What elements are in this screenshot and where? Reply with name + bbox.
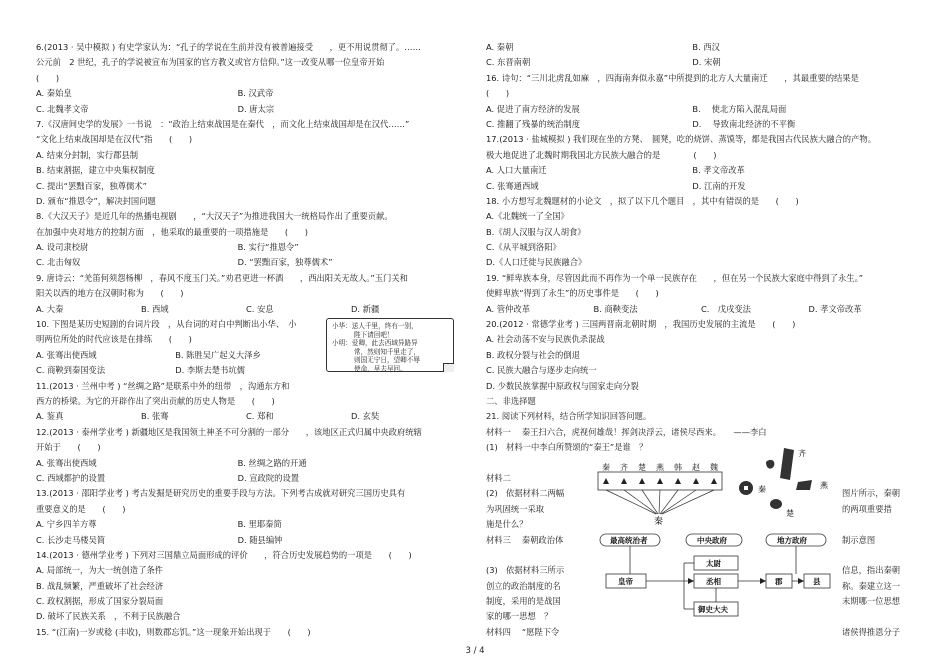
- q9-option-a[interactable]: A. 大秦: [36, 303, 64, 314]
- q10-dialogue-box: [326, 318, 454, 372]
- q16-option-a[interactable]: A. 促进了南方经济的发展: [486, 103, 580, 114]
- q9-line-1: 9. 唐诗云：“羌笛何须怨杨柳 ，春风不度玉门关。”劝君更进一杯酒 ，西出阳关无故人。”玉门关和: [36, 272, 408, 283]
- q11-line-1: 11.(2013 · 兰州中考 ) “丝绸之路”是联系中外的纽带 ，沟通东方和: [36, 380, 290, 391]
- q21-2c-text: 施是什么？: [486, 519, 528, 530]
- q13-option-b[interactable]: B. 里耶秦简: [237, 519, 282, 530]
- q17-line-1: 17.(2013 · 盐城模拟 ) 我们现在坐的方凳、 圆凳，吃的烧饼、蒸馍等，都是我国古代民族大融合的产物。: [486, 134, 876, 145]
- q7-option-c[interactable]: C. 提出“罢黜百家，独尊儒术”: [36, 180, 147, 191]
- q18-option-b[interactable]: B.《胡人汉服与汉人胡食》: [486, 226, 586, 237]
- q17-options-row-2: [486, 179, 916, 194]
- coin-char-qi: 齐: [798, 449, 806, 458]
- material-4-text: 材料四 “愿陛下令: [486, 626, 560, 637]
- knife-coin-icon: [780, 448, 794, 480]
- material-1: 材料一 秦王扫六合，虎视何雄哉！挥剑决浮云，诸侯尽西来。 ——李白: [486, 426, 767, 437]
- yushi-label: 御史大夫: [698, 605, 728, 614]
- q10-line-2: 明两位所处的时代应该是在排练 ( ): [36, 334, 192, 345]
- q21-2b-text: 为巩固统一采取: [486, 503, 545, 514]
- q9-line-2: 阳关以西的地方在汉朝时称为 ( ): [36, 288, 184, 299]
- q7-option-a[interactable]: A. 结束分封制，实行郡县制: [36, 149, 139, 160]
- q7-option-d[interactable]: D. 颁布“推恩令”，解决封国问题: [36, 195, 156, 206]
- q20-option-c[interactable]: C. 民族大融合与逐步走向统一: [486, 365, 597, 376]
- q21-2a-text: (2) 依据材料二两幅: [486, 488, 565, 499]
- material-3-tail: 制示意图: [842, 534, 876, 545]
- q9-option-c[interactable]: C. 安息: [246, 303, 274, 314]
- q10-option-d[interactable]: D. 李斯去楚书坑儒: [175, 365, 245, 376]
- q17-line-2: 极大地促进了北魏时期我国北方民族大融合的是 ( ): [486, 149, 717, 160]
- q13-options-row-1: [36, 517, 456, 532]
- qin-political-system-diagram: [598, 532, 836, 642]
- q6-line-3: ( ): [36, 72, 60, 83]
- q8-options-row-1: [36, 240, 456, 255]
- dialog-line-3: 小明：爱卿，此去西域异路异: [332, 339, 418, 348]
- material-3-text: 材料三 秦朝政治体: [486, 534, 564, 545]
- q10-option-b[interactable]: B. 陈胜吴广起义大泽乡: [175, 349, 261, 360]
- q21-3c-text: 制度，采用的是战国: [486, 596, 561, 607]
- q15-option-a[interactable]: A. 秦朝: [486, 42, 514, 52]
- q21-2a-tail: 图片所示，秦朝: [842, 488, 901, 499]
- q15-options-row-1: [486, 40, 916, 55]
- q16-options-row-2: [486, 117, 916, 132]
- q12-option-c[interactable]: C. 西域都护的设置: [36, 472, 106, 483]
- q12-line-1: 12.(2013 · 泰州学业考 ) 新疆地区是我国领土神圣不可分割的一部分 ，该地区正式归属中央政府统辖: [36, 426, 422, 437]
- q7-line-1: 7.《汉唐间史学的发展》一书说 ：“政治上结束战国是在秦代 ，而文化上结束战国却是在汉代……”: [36, 118, 410, 129]
- page-number: 3 / 4: [465, 646, 485, 656]
- dialog-line-5: 则国无宁日，望卿不辱: [354, 356, 420, 365]
- state-char-qin: 秦: [602, 463, 610, 472]
- q19-options: [486, 302, 916, 317]
- q21-3a-tail: 信息，指出秦朝: [842, 565, 901, 576]
- q8-option-a[interactable]: A. 设司隶校尉: [36, 242, 89, 253]
- coin-char-yan: 燕: [820, 481, 828, 490]
- center-char-qin: 秦: [654, 517, 664, 526]
- q11-option-b[interactable]: B. 张骞: [141, 411, 169, 422]
- q14-line-1: 14.(2013 · 德州学业考 ) 下列对三国鼎立局面形成的评价 ，符合历史发展趋势的一项是 ( ): [36, 549, 412, 560]
- q16-line-2: ( ): [486, 88, 510, 99]
- q13-option-c[interactable]: C. 长沙走马楼吴简: [36, 534, 106, 545]
- q21-part-1: (1) 材料一中李白所赞颂的“秦王”是谁 ？: [486, 442, 648, 453]
- q14-option-d[interactable]: D. 破坏了民族关系 ，不利于民族融合: [36, 611, 181, 622]
- q20-option-d[interactable]: D. 少数民族掌握中原政权与国家走向分裂: [486, 380, 639, 391]
- q16-options-row-1: [486, 102, 916, 117]
- q13-line-2: 重要意义的是 ( ): [36, 503, 126, 514]
- q8-option-b[interactable]: B. 实行“推恩令”: [237, 242, 299, 253]
- dialog-line-2: 陛下请回吧！: [354, 330, 394, 339]
- scroll-fold-icon: [443, 363, 454, 372]
- q20-line-1: 20.(2012 · 常德学业考 ) 三国两晋南北朝时期 ，我国历史发展的主流是 ( ): [486, 319, 796, 330]
- q10-line-1: 10. 下图是某历史短剧的台词片段 ，从台词的对白中判断出小华、 小: [36, 319, 297, 330]
- q18-option-a[interactable]: A.《北魏统一了全国》: [486, 211, 569, 222]
- q13-option-a[interactable]: A. 宁乡四羊方尊: [36, 519, 97, 530]
- q7-line-2: “文化上结束战国却是在汉代”指 ( ): [36, 134, 193, 145]
- currency-figure: [736, 444, 836, 524]
- bridge-coin-icon: [796, 480, 812, 490]
- q15-line-1: 15. “(江南)一岁或稔 (丰收)，则数郡忘饥。”这一现象开始出现于 ( ): [36, 626, 311, 637]
- dialog-line-4: 常，然则知千里走了，: [354, 347, 420, 356]
- q9-option-d[interactable]: D. 新疆: [351, 303, 380, 314]
- q19-option-c[interactable]: C. 戊戌变法: [701, 303, 751, 314]
- coin-char-qin: 秦: [758, 485, 766, 494]
- q21-3b-tail: 称。秦建立这一: [842, 580, 901, 591]
- q6-option-b[interactable]: B. 汉武帝: [237, 88, 274, 99]
- state-char-wei: 魏: [710, 463, 718, 472]
- q18-option-c[interactable]: C.《从平城到洛阳》: [486, 242, 561, 253]
- q15-option-b[interactable]: B. 西汉: [692, 42, 720, 52]
- q16-line-1: 16. 诗句：“三川北虏乱如麻 ，四海南奔似永嘉”中所提到的北方人大量南迁 ，其最重要的结果是: [486, 72, 859, 83]
- q8-line-1: 8.《大汉天子》是近几年的热播电视剧 ，“大汉天子”为推进我国大一统格局作出了重要贡献。: [36, 211, 393, 222]
- ant-nose-coin-icon: [770, 499, 782, 509]
- taiwei-label: 太尉: [706, 559, 721, 568]
- xian-label: 县: [813, 577, 821, 586]
- q17-option-c[interactable]: C. 张骞通西域: [486, 180, 539, 191]
- state-char-chu: 楚: [638, 463, 646, 472]
- q8-option-d[interactable]: D. “罢黜百家，独尊儒术”: [237, 257, 333, 268]
- q21-3c-tail: 末期哪一位思想: [842, 596, 901, 607]
- q10-option-c[interactable]: C. 商鞅到秦国变法: [36, 365, 106, 376]
- q11-option-c[interactable]: C. 郑和: [246, 411, 274, 422]
- q17-options-row-1: [486, 163, 916, 178]
- state-char-zhao: 赵: [692, 463, 700, 472]
- q17-option-a[interactable]: A. 人口大量南迁: [486, 165, 547, 176]
- q14-option-c[interactable]: C. 政权割据，形成了国家分裂局面: [36, 596, 164, 607]
- q19-option-a[interactable]: A. 管仲改革: [486, 303, 530, 314]
- q6-option-d[interactable]: D. 唐太宗: [237, 103, 275, 114]
- q6-options-row-2: [36, 102, 456, 117]
- q12-line-2: 开始于 ( ): [36, 442, 101, 453]
- q19-option-b[interactable]: B. 商鞅变法: [593, 303, 638, 314]
- q18-line-1: 18. 小方想写北魏题材的小论文 ，拟了以下几个题目 ，其中有错误的是 ( ): [486, 195, 799, 206]
- local-gov-label: 地方政府: [777, 536, 807, 545]
- q11-options: [36, 409, 456, 424]
- q11-line-2: 西方的桥梁。为它的开辟作出了突出贡献的历史人物是 ( ): [36, 395, 275, 406]
- q21-2b-tail: 的两项重要措: [842, 503, 892, 514]
- dialog-line-6: 使命，早去早回。: [354, 364, 407, 373]
- q10-options-row-1: [36, 348, 326, 363]
- q14-option-b[interactable]: B. 战乱频繁，严重破坏了社会经济: [36, 580, 164, 591]
- q11-option-d[interactable]: D. 玄奘: [351, 411, 380, 422]
- q6-option-a[interactable]: A. 秦始皇: [36, 88, 72, 99]
- q16-option-b[interactable]: B. 使北方陷入混乱局面: [692, 103, 787, 114]
- q15-options-row-2: [486, 55, 916, 70]
- q16-option-d[interactable]: D. 导致南北经济的不平衡: [692, 118, 796, 129]
- q13-options-row-2: [36, 533, 456, 548]
- q6-option-c[interactable]: C. 北魏孝文帝: [36, 103, 89, 114]
- q10-options-row-2: [36, 363, 326, 378]
- material-4-tail: 诸侯得推恩分子: [842, 626, 901, 637]
- q9-option-b[interactable]: B. 西域: [141, 303, 169, 314]
- q12-option-a[interactable]: A. 张骞出使西域: [36, 457, 97, 468]
- q17-option-b[interactable]: B. 孝文帝改革: [692, 165, 745, 176]
- q12-options-row-1: [36, 456, 456, 471]
- central-gov-label: 中央政府: [697, 536, 727, 545]
- emperor-label: 皇帝: [618, 577, 633, 586]
- q15-option-c[interactable]: C. 东晋南朝: [486, 57, 531, 68]
- state-char-han: 韩: [674, 463, 682, 472]
- q19-option-d[interactable]: D. 孝文帝改革: [808, 303, 862, 314]
- q11-option-a[interactable]: A. 鉴真: [36, 411, 64, 422]
- q14-option-a[interactable]: A. 局部统一，为大一统创造了条件: [36, 565, 163, 576]
- q17-option-d[interactable]: D. 江南的开发: [692, 180, 746, 191]
- q21-3a-text: (3) 依据材料三所示: [486, 565, 565, 576]
- section-title: 二、非选择题: [486, 395, 536, 406]
- q19-line-2: 使鲜卑族“得到了永生”的历史事件是 ( ): [486, 288, 659, 299]
- jun-label: 郡: [775, 577, 783, 586]
- q21-intro: 21. 阅读下列材料，结合所学知识回答问题。: [486, 411, 652, 422]
- q12-option-d[interactable]: D. 宣政院的设置: [237, 472, 300, 483]
- state-char-qi: 齐: [620, 463, 628, 472]
- q19-line-1: 19. “鲜卑族本身，尽管因此而不再作为一个单一民族存在 ，但在另一个民族大家庭中得到了永生。”: [486, 272, 864, 283]
- q9-options: [36, 302, 456, 317]
- q12-options-row-2: [36, 471, 456, 486]
- q6-line-1: 6.(2013 · 吴中模拟 ) 有史学家认为：“孔子的学说在生前并没有被普遍接受 ，更不用说贯彻了。……: [36, 42, 421, 52]
- q20-option-a[interactable]: A. 社会动荡不安与民族仇杀混战: [486, 334, 605, 345]
- state-char-yan: 燕: [656, 463, 664, 472]
- coin-char-chu: 楚: [786, 509, 794, 518]
- q10-option-a[interactable]: A. 张骞出使西域: [36, 349, 97, 360]
- spade-coin-icon: [766, 460, 774, 469]
- chengxiang-label: 丞相: [706, 577, 721, 586]
- q6-options-row-1: [36, 86, 456, 101]
- dialog-line-1: 小华：送人千里，终有一别，: [332, 322, 418, 330]
- q12-option-b[interactable]: B. 丝绸之路的开通: [237, 457, 307, 468]
- q21-3d-text: 家的哪一思想 ？: [486, 611, 553, 622]
- q20-option-b[interactable]: B. 政权分裂与社会的倒退: [486, 349, 580, 360]
- q8-option-c[interactable]: C. 北击匈奴: [36, 257, 81, 268]
- q7-option-b[interactable]: B. 结束割据，建立中央集权制度: [36, 165, 155, 176]
- q8-line-2: 在加强中央对地方的控制方面 ，他采取的最重要的一项措施是 ( ): [36, 226, 308, 237]
- q21-3b-text: 创立的政治制度的名: [486, 580, 561, 591]
- q15-option-d[interactable]: D. 宋朝: [692, 57, 721, 68]
- q13-line-1: 13.(2013 · 邵阳学业考 ) 考古发掘是研究历史的重要手段与方法。下列考古成就对研究三国历史具有: [36, 488, 406, 499]
- unified-script-figure: [596, 462, 724, 526]
- q6-line-2: 公元前 2 世纪，孔子的学说被宣布为国家的官方教义或官方信仰。”这一改变从哪一位皇帝开始: [36, 57, 385, 68]
- q18-option-d[interactable]: D.《人口迁徙与民族融合》: [486, 257, 587, 268]
- highest-ruler-label: 最高统治者: [610, 536, 648, 545]
- q16-option-c[interactable]: C. 推翻了残暴的统治制度: [486, 118, 581, 129]
- q13-option-d[interactable]: D. 随县编钟: [237, 534, 283, 545]
- material-2-title: 材料二: [486, 472, 511, 483]
- q8-options-row-2: [36, 255, 456, 270]
